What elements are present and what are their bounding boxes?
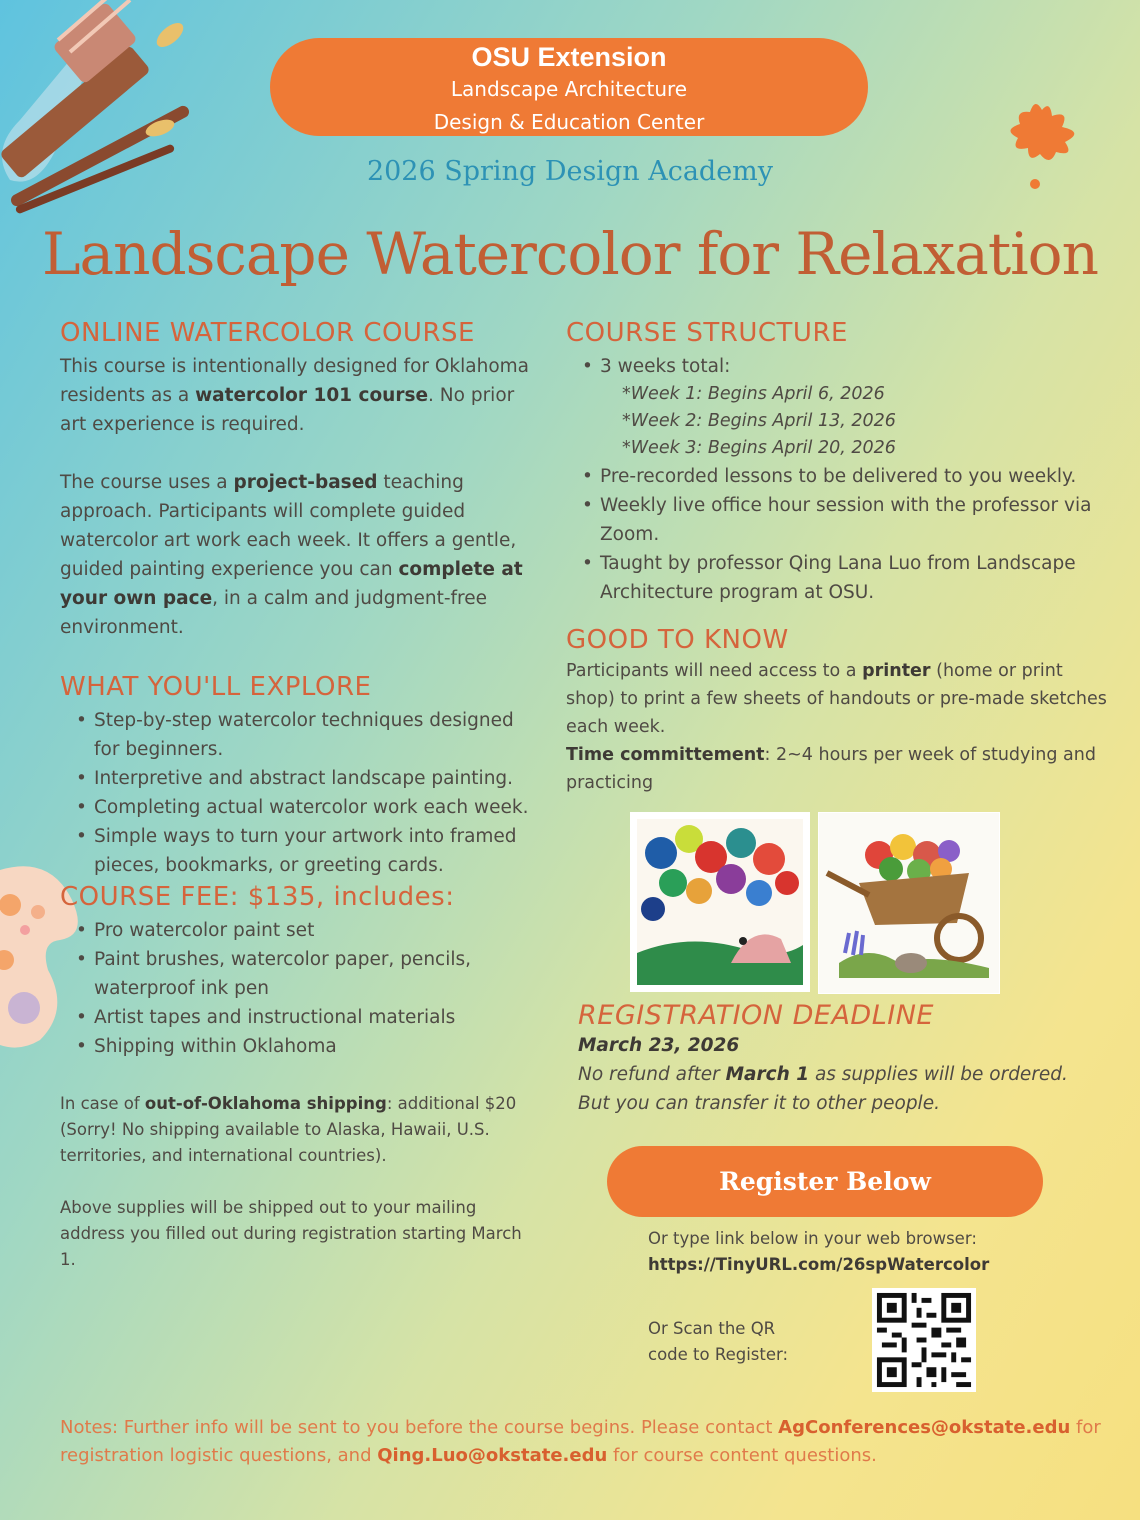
page-title: Landscape Watercolor for Relaxation bbox=[42, 220, 1098, 288]
week-2-date: *Week 2: Begins April 13, 2026 bbox=[622, 411, 896, 431]
list-item: • Simple ways to turn your artwork into framed pieces, bookmarks, or greeting cards. bbox=[94, 822, 540, 880]
transfer-note: But you can transfer it to other people. bbox=[578, 1093, 940, 1114]
shipping-note: In case of out-of-Oklahoma shipping: additional $20 (Sorry! No shipping available to Alaska, Hawaii, U.S. territories, and international countries). bbox=[60, 1094, 517, 1165]
list-item: • Paint brushes, watercolor paper, pencils, waterproof ink pen bbox=[94, 945, 540, 1003]
list-item: • Artist tapes and instructional materials bbox=[94, 1003, 540, 1032]
balloons-watercolor-artwork bbox=[630, 812, 810, 992]
logistics-email-link[interactable]: AgConferences@okstate.edu bbox=[778, 1417, 1071, 1438]
printer-note: Participants will need access to a printer (home or print shop) to print a few sheets of handouts or pre-made sketches each week. bbox=[566, 661, 1107, 737]
registration-deadline-date: March 23, 2026 bbox=[578, 1035, 740, 1056]
online-course-intro: This course is intentionally designed for Oklahoma residents as a watercolor 101 course. No prior art experience is required. bbox=[60, 356, 530, 435]
paint-brushes-illustration bbox=[0, 0, 200, 250]
registration-section bbox=[578, 1000, 1118, 1118]
course-structure-heading: COURSE STRUCTURE bbox=[566, 318, 848, 348]
structure-details-list bbox=[566, 462, 1116, 607]
content-email-link[interactable]: Qing.Luo@okstate.edu bbox=[377, 1445, 608, 1466]
list-item: • Taught by professor Qing Lana Luo from Landscape Architecture program at OSU. bbox=[600, 549, 1116, 607]
online-course-heading: ONLINE WATERCOLOR COURSE bbox=[60, 318, 475, 348]
registration-link-block bbox=[648, 1226, 1118, 1278]
qr-instructions: Or Scan the QR code to Register: bbox=[648, 1319, 789, 1364]
org-name: OSU Extension bbox=[471, 42, 667, 72]
week-1-date: *Week 1: Begins April 6, 2026 bbox=[622, 384, 885, 404]
explore-list bbox=[60, 706, 540, 880]
register-button[interactable]: Register Below bbox=[607, 1146, 1043, 1217]
week-3-date: *Week 3: Begins April 20, 2026 bbox=[622, 438, 896, 458]
list-item: • Completing actual watercolor work each week. bbox=[94, 793, 540, 822]
supplies-note: Above supplies will be shipped out to your mailing address you filled out during registration starting March 1. bbox=[60, 1198, 522, 1269]
refund-note: No refund after March 1 as supplies will be ordered. bbox=[578, 1064, 1068, 1085]
fee-includes-list bbox=[60, 916, 540, 1061]
department-line-1: Landscape Architecture bbox=[450, 77, 688, 101]
structure-list bbox=[566, 352, 1116, 381]
link-intro: Or type link below in your web browser: bbox=[648, 1229, 977, 1248]
time-commitment-note: Time committement: 2~4 hours per week of studying and practicing bbox=[566, 745, 1096, 793]
list-item: • Step-by-step watercolor techniques designed for beginners. bbox=[94, 706, 540, 764]
right-column bbox=[566, 318, 1116, 797]
list-item: • Pro watercolor paint set bbox=[94, 916, 540, 945]
registration-qr-code[interactable] bbox=[872, 1288, 976, 1392]
good-to-know-heading: GOOD TO KNOW bbox=[566, 625, 789, 655]
registration-link[interactable]: https://TinyURL.com/26spWatercolor bbox=[648, 1255, 990, 1274]
list-item: • Shipping within Oklahoma bbox=[94, 1032, 540, 1061]
list-item: • Interpretive and abstract landscape painting. bbox=[94, 764, 540, 793]
left-column bbox=[60, 318, 540, 1273]
registration-deadline-heading: REGISTRATION DEADLINE bbox=[578, 1000, 934, 1031]
list-item: • 3 weeks total: bbox=[600, 352, 1116, 381]
course-fee-heading: COURSE FEE: $135, includes: bbox=[60, 882, 455, 912]
list-item: • Pre-recorded lessons to be delivered to you weekly. bbox=[600, 462, 1116, 491]
header-banner bbox=[270, 38, 868, 136]
explore-heading: WHAT YOU'LL EXPLORE bbox=[60, 672, 372, 702]
academy-subtitle: 2026 Spring Design Academy bbox=[366, 156, 774, 187]
footer-notes: Notes: Further info will be sent to you before the course begins. Please contact AgConferences@okstate.edu for registration logistic questions, and Qing.Luo@okstate.edu for course content questions. bbox=[60, 1417, 1101, 1466]
online-course-approach: The course uses a project-based teaching approach. Participants will complete guided watercolor art work each week. It offers a gentle, guided painting experience you can complete at your own pace, in a calm and judgment-free environment. bbox=[60, 472, 523, 638]
wheelbarrow-flowers-artwork bbox=[818, 812, 1000, 994]
list-item: • Weekly live office hour session with the professor via Zoom. bbox=[600, 491, 1116, 549]
department-line-2: Design & Education Center bbox=[433, 110, 705, 134]
